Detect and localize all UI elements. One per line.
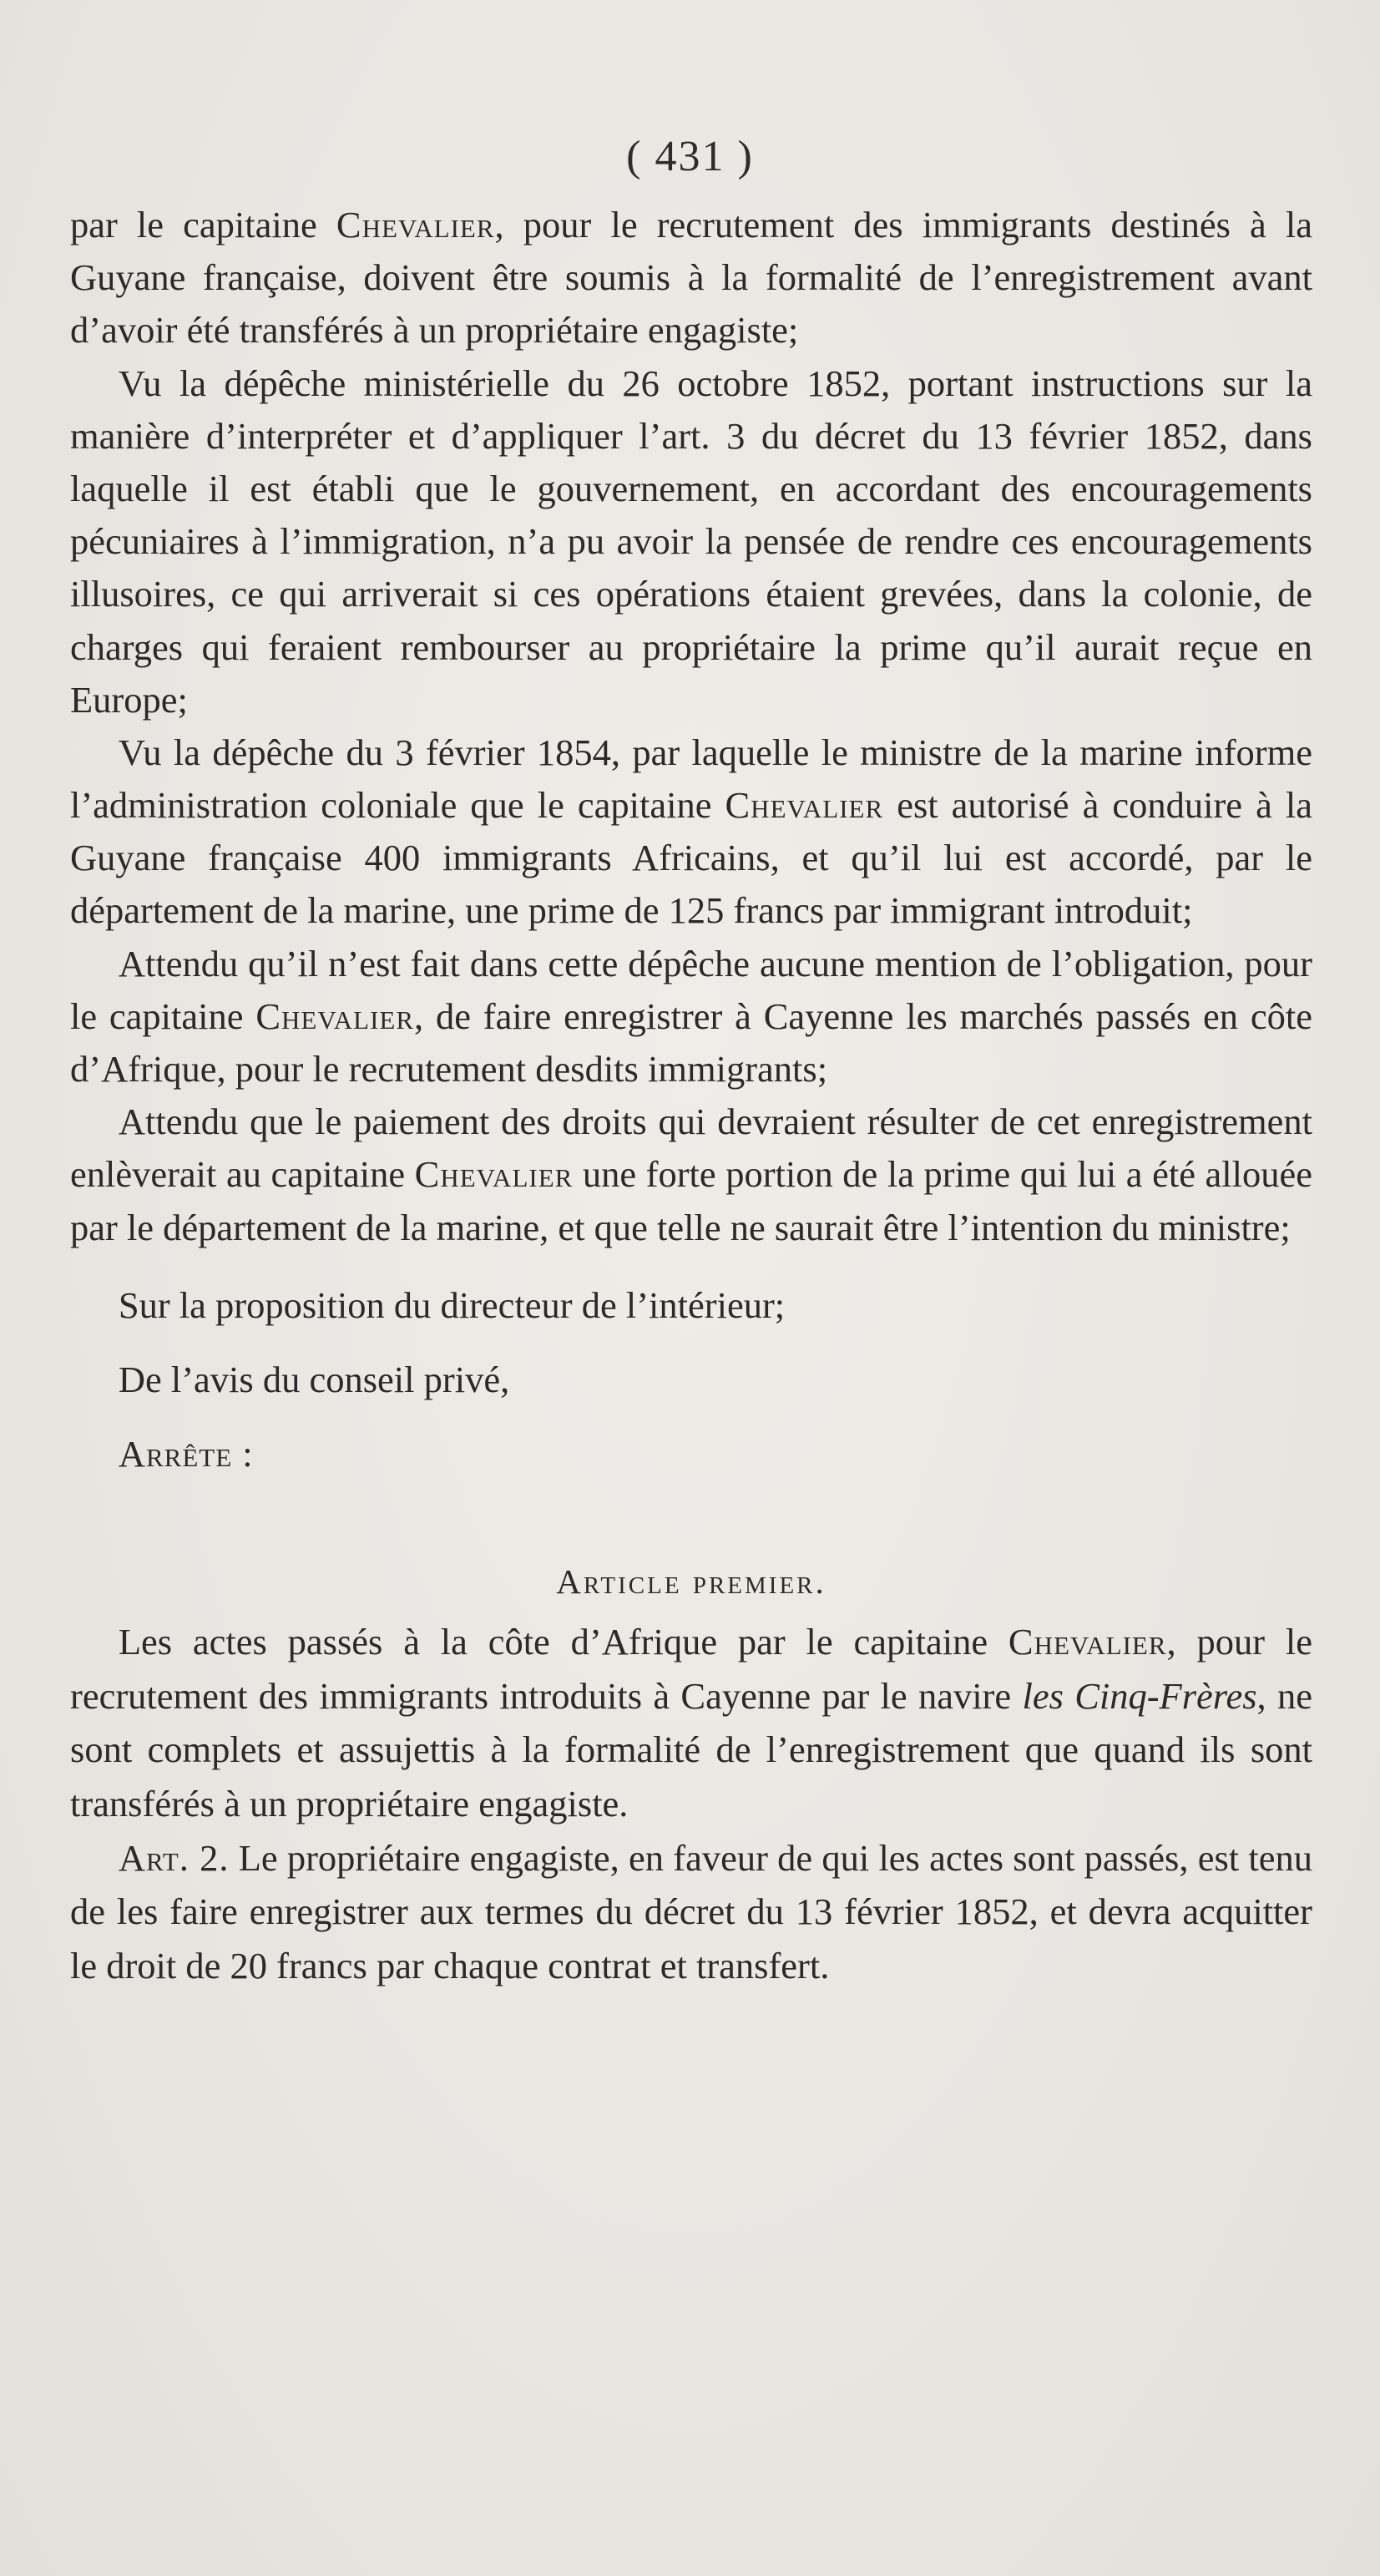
text-run: Les actes passés à la côte d’Afrique par le capitaine — [118, 1621, 1008, 1663]
paragraph-1 — [70, 199, 1312, 357]
article-2 — [70, 1831, 1312, 1993]
text-run: Attendu que le paiement des droits qui devraient résulter de cet enregistrement enlèverait au capitaine — [70, 1101, 1312, 1196]
paragraph-6: Sur la proposition du directeur de l’intérieur; — [118, 1283, 786, 1326]
text-run: une forte portion de la prime qui lui a été allouée par le département de la marine, et que telle ne saurait être l’intention du ministre; — [70, 1153, 1312, 1248]
main-text — [70, 199, 1312, 1480]
paragraph-5 — [70, 1096, 1312, 1254]
text-run: , de faire enregistrer à Cayenne les marchés passés en côte d’Afrique, pour le recrutement desdits immigrants; — [70, 994, 1312, 1090]
text-run: par le capitaine — [70, 204, 336, 245]
article-label: Art. 2. — [118, 1836, 230, 1879]
article-heading: Article premier. — [556, 1562, 826, 1601]
text-run: est autorisé à conduire à la Guyane française 400 immigrants Africains, et qu’il lui est accordé, par le département de la marine, une prime de 125 francs par immigrant introduit; — [70, 784, 1312, 932]
text-run: Vu la dépêche du 3 février 1854, par laquelle le ministre de la marine informe l’administration coloniale que le capitaine — [70, 731, 1312, 827]
paragraph-7: De l’avis du conseil privé, — [118, 1358, 510, 1400]
paragraph-3 — [70, 726, 1312, 938]
page-number: ( 431 ) — [626, 133, 754, 180]
arrete-label: Arrête : — [118, 1433, 254, 1475]
articles-section — [70, 1541, 1312, 1992]
text-run: , pour le recrutement des immigrants introduits à Cayenne par le navire — [70, 1621, 1312, 1717]
text-run: Le propriétaire engagiste, en faveur de qui les actes sont passés, est tenu de les faire enregistrer aux termes du décret du 13 février 1852, et devra acquitter le droit de 20 francs par chaque contrat et transfert. — [70, 1836, 1313, 1986]
ship-name: les Cinq-Frères — [1022, 1674, 1257, 1717]
person-name: Chevalier — [336, 204, 495, 245]
text-run: , pour le recrutement des immigrants destinés à la Guyane française, doivent être soumis à la formalité de l’enregistrement avant d’avoir été transférés à un propriétaire engagiste; — [70, 204, 1313, 352]
text-run: , ne sont complets et assujettis à la formalité de l’enregistrement que quand ils sont transférés à un propriétaire engagiste. — [70, 1674, 1312, 1824]
person-name: Chevalier — [414, 1153, 574, 1196]
article-1 — [70, 1615, 1312, 1830]
person-name: Chevalier — [1008, 1621, 1167, 1663]
paragraph-4 — [70, 938, 1312, 1096]
person-name: Chevalier — [255, 994, 414, 1037]
text-run: Attendu qu’il n’est fait dans cette dépêche aucune mention de l’obligation, pour le capitaine — [70, 942, 1312, 1037]
paragraph-2: Vu la dépêche ministérielle du 26 octobre 1852, portant instructions sur la manière d’interpréter et d’appliquer l’art. 3 du décret du 13 février 1852, dans laquelle il est établi que le gouvernement, en accordant des encouragements pécuniaires à l’immigration, n’a pu avoir la pensée de rendre ces encouragements illusoires, ce qui arriverait si ces opérations étaient grevées, dans la colonie, de charges qui feraient rembourser au propriétaire la prime qu’il aurait reçue en Europe; — [70, 362, 1312, 721]
person-name: Chevalier — [725, 784, 884, 827]
